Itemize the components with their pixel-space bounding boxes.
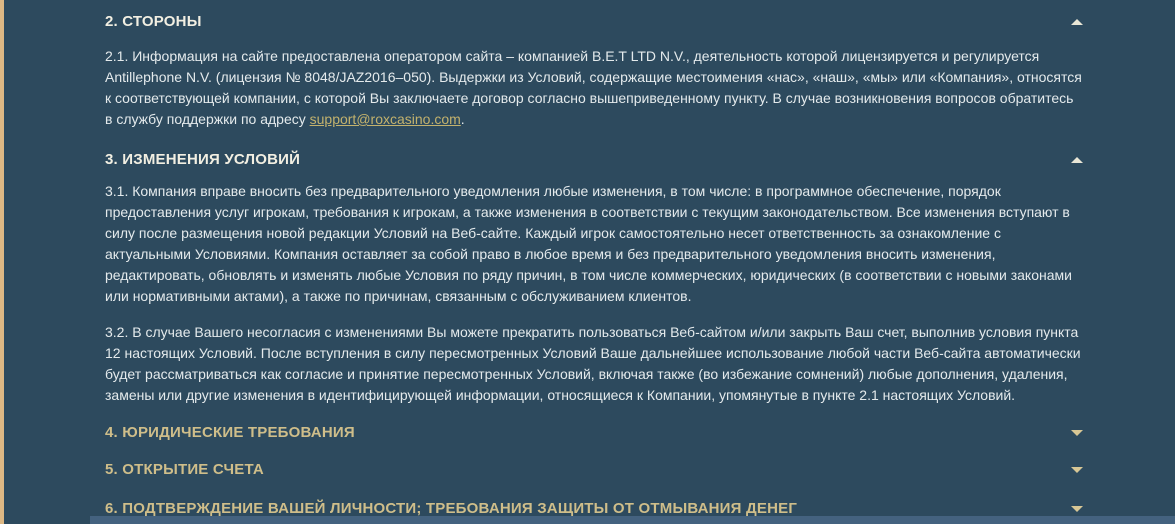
support-email-link[interactable]: support@roxcasino.com [309, 111, 461, 127]
paragraph-2-1-period: . [460, 111, 465, 127]
chevron-up-icon[interactable] [1071, 157, 1083, 163]
section-title-identity-verification: 6. ПОДТВЕРЖДЕНИЕ ВАШЕЙ ЛИЧНОСТИ; ТРЕБОВАНИЯ ЗАЩИТЫ ОТ ОТМЫВАНИЯ ДЕНЕГ [105, 500, 798, 517]
chevron-down-icon[interactable] [1071, 506, 1083, 512]
section-header-parties[interactable] [105, 12, 1083, 32]
terms-accordion [105, 0, 1083, 519]
paragraph-3-1: 3.1. Компания вправе вносить без предварительного уведомления любые изменения, в том числе: в программное обеспечение, порядок предоставления услуг игрокам, требования к игрокам, а также изменения в соответствии с текущим законодательством. Все изменения вступают в силу после размещения новой редакции Условий на Веб-сайте. Каждый игрок самостоятельно несет ответственность за ознакомление с актуальными Условиями. Компания оставляет за собой право в любое время и без предварительного уведомления вносить изменения, редактировать, обновлять и изменять любые Условия по ряду причин, в том числе коммерческих, юридических (в соответствии с новыми законами или нормативными актами), а также по причинам, связанным с обслуживанием клиентов. [105, 183, 1072, 304]
chevron-down-icon[interactable] [1071, 467, 1083, 473]
left-accent-strip [0, 0, 4, 524]
chevron-up-icon[interactable] [1071, 19, 1083, 25]
paragraph-2-1-text: 2.1. Информация на сайте предоставлена оператором сайта – компанией B.E.T LTD N.V., деятельность которой лицензируется и регулируется Antillephone N.V. (лицензия № 8048/JAZ2016–050). Выдержки из Условий, содержащие местоимения «нас», «наш», «мы» или «Компания», относятся к соответствующей компании, с которой Вы заключаете договор согласно вышеприведенному пункту. В случае возникновения вопросов обратитесь в службу поддержки по адресу [105, 48, 1082, 127]
section-header-account-opening[interactable] [105, 460, 1083, 480]
section-title-account-opening: 5. ОТКРЫТИЕ СЧЕТА [105, 461, 264, 478]
section-title-legal-requirements: 4. ЮРИДИЧЕСКИЕ ТРЕБОВАНИЯ [105, 424, 355, 441]
section-title-parties: 2. СТОРОНЫ [105, 13, 202, 30]
paragraph-2-1 [105, 46, 1083, 130]
section-header-changes[interactable] [105, 150, 1083, 170]
section-header-legal-requirements[interactable] [105, 423, 1083, 443]
section-title-changes: 3. ИЗМЕНЕНИЯ УСЛОВИЙ [105, 151, 301, 168]
chevron-down-icon[interactable] [1071, 430, 1083, 436]
section-header-identity-verification[interactable] [105, 499, 1083, 519]
paragraph-3-2: 3.2. В случае Вашего несогласия с изменениями Вы можете прекратить пользоваться Веб-сайтом и/или закрыть Ваш счет, выполнив условия пункта 12 настоящих Условий. После вступления в силу пересмотренных Условий Ваше дальнейшее использование любой части Веб-сайта автоматически будет рассматриваться как согласие и принятие пересмотренных Условий, включая также (во избежание сомнений) любые дополнения, удаления, замены или другие изменения в идентифицирующей информации, относящиеся к Компании, упомянутые в пункте 2.1 настоящих Условий. [105, 324, 1081, 403]
